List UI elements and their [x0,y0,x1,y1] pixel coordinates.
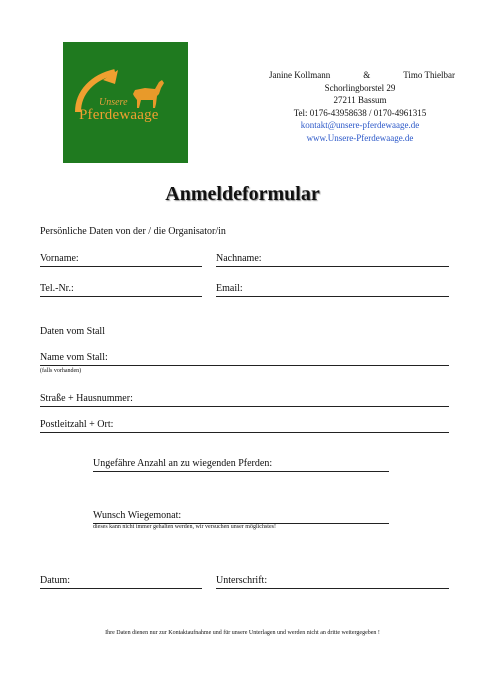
section-organizer-heading: Persönliche Daten von der / die Organisator/in [40,226,226,237]
stall-name-hint: (falls vorhanden) [40,368,82,374]
contact-block [260,69,460,144]
logo-script-text: Unsere [99,97,128,108]
email-label: Email: [216,283,243,294]
telefon-field[interactable] [40,283,202,297]
logo-name: Pferdewaage [79,107,159,123]
wiegemonat-hint: dieses kann nicht immer gehalten werden, wir versuchen unser möglichstes! [93,524,276,530]
contact-phone: Tel: 0176-43958638 / 0170-4961315 [293,107,427,118]
contact-ampersand: & [363,70,371,80]
wiegemonat-field[interactable] [93,510,389,524]
section-stall-heading: Daten vom Stall [40,326,105,337]
stall-name-field[interactable] [40,352,449,366]
nachname-label: Nachname: [216,253,262,264]
vorname-field[interactable] [40,253,202,267]
datum-field[interactable] [40,575,202,589]
strasse-label: Straße + Hausnummer: [40,393,133,404]
email-field[interactable] [216,283,449,297]
wiegemonat-label: Wunsch Wiegemonat: [93,510,182,521]
anzahl-pferde-label: Ungefähre Anzahl an zu wiegenden Pferden: [93,458,273,469]
privacy-footer: Ihre Daten dienen nur zur Kontaktaufnahme und für unsere Unterlagen und werden nicht an dritte weitergegeben ! [105,630,380,636]
pferdewaage-logo [63,42,188,163]
plz-ort-label: Postleitzahl + Ort: [40,419,114,430]
unterschrift-field[interactable] [216,575,449,589]
anzahl-pferde-field[interactable] [93,458,389,472]
contact-email-link[interactable]: kontakt@unsere-pferdewaage.de [300,120,420,130]
contact-city: 27211 Bassum [333,95,387,105]
stall-name-label: Name vom Stall: [40,352,108,363]
plz-ort-field[interactable] [40,419,449,433]
horse-icon [133,80,164,108]
strasse-field[interactable] [40,393,449,407]
contact-name-1: Janine Kollmann [269,70,331,80]
unterschrift-label: Unterschrift: [216,575,268,586]
nachname-field[interactable] [216,253,449,267]
vorname-label: Vorname: [40,253,79,264]
contact-street: Schorlingborstel 29 [324,82,396,93]
datum-label: Datum: [40,575,70,586]
telefon-label: Tel.-Nr.: [40,283,74,294]
contact-website-link[interactable]: www.Unsere-Pferdewaage.de [306,132,414,143]
form-title: Anmeldeformular [165,183,320,205]
contact-name-2: Timo Thielbar [403,70,455,80]
